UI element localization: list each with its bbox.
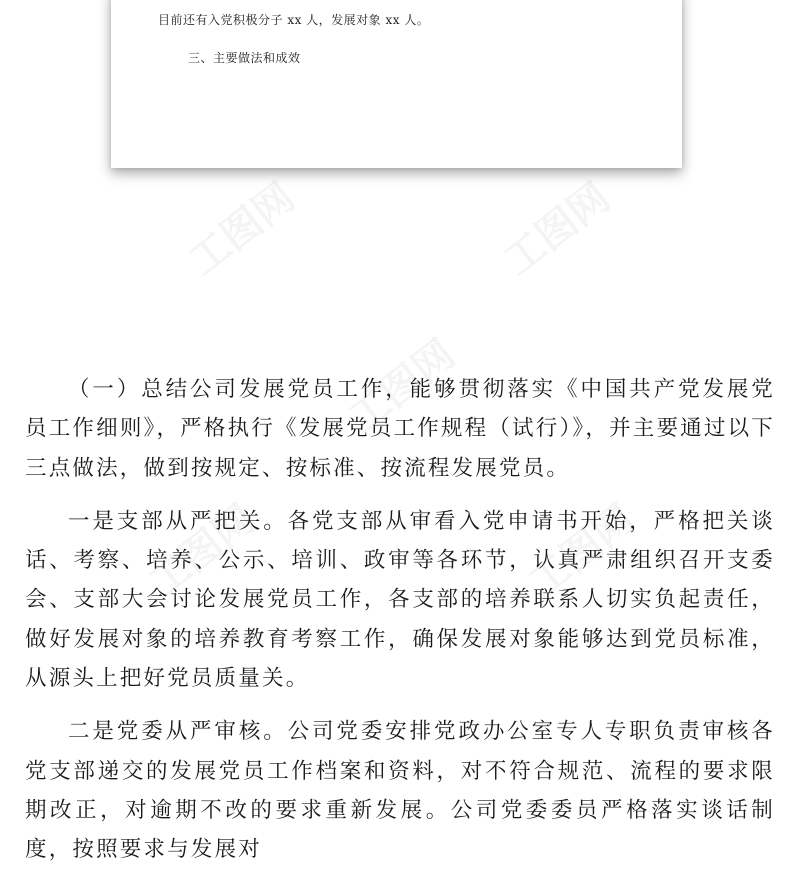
paragraph-branch-review: 一是支部从严把关。各党支部从审看入党申请书开始，严格把关谈话、考察、培养、公示、培训、政审等各环节，认真严肃组织召开支委会、支部大会讨论发展党员工作，各支部的培养联系人切实负起责任，做好发展对象的培养教育考察工作，确保发展对象能够达到党员标准，从源头上把好党员质量关。 — [25, 508, 775, 692]
preview-text-line: 目前还有入党积极分子 xx 人，发展对象 xx 人。 — [158, 13, 430, 27]
paragraph-summary: （一）总结公司发展党员工作，能够贯彻落实《中国共产党发展党员工作细则》，严格执行《发展党员工作规程（试行）》，并主要通过以下三点做法，做到按规定、按标准、按流程发展党员。 — [25, 377, 775, 481]
document-body — [25, 370, 775, 870]
paragraph-committee-review: 二是党委从严审核。公司党委安排党政办公室专人专职负责审核各党支部递交的发展党员工作档案和资料，对不符合规范、流程的要求限期改正，对逾期不改的要求重新发展。公司党委委员严格落实谈话制度，按照要求与发展对 — [25, 719, 775, 863]
watermark-logo — [490, 167, 620, 286]
watermark-logo — [175, 167, 305, 286]
document-preview-page — [111, 0, 682, 168]
preview-section-heading: 三、主要做法和成效 — [188, 51, 301, 65]
